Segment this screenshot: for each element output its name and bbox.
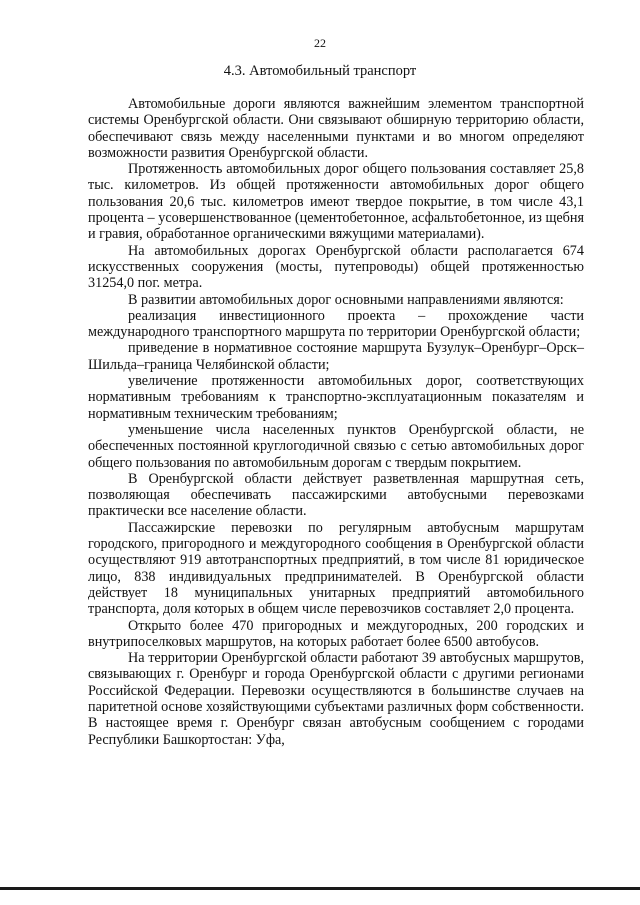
paragraph: Открыто более 470 пригородных и междугородных, 200 городских и внутрипоселковых маршрутов, на которых работает более 6500 автобусов. [88,617,584,650]
list-item: увеличение протяженности автомобильных дорог, соответствующих нормативным требованиям к транспортно-эксплуатационным показателям и нормативным техническим требованиям; [88,373,584,422]
paragraph: Автомобильные дороги являются важнейшим элементом транспортной системы Оренбургской области. Они связывают обширную территорию области, обеспечивают связь между населенными пунктами и во многом определяют возможности развития Оренбургской области. [88,96,584,161]
bottom-rule [0,887,640,890]
paragraph: В Оренбургской области действует разветвленная маршрутная сеть, позволяющая обеспечивать пассажирскими автобусными перевозками практически все население области. [88,470,584,520]
paragraph: На автомобильных дорогах Оренбургской области располагается 674 искусственных сооружения (мосты, путепроводы) общей протяженностью 31254,0 пог. метра. [88,242,584,292]
list-item: уменьшение числа населенных пунктов Оренбургской области, не обеспеченных постоянной круглогодичной связью с сетью автомобильных дорог общего пользования по автомобильным дорогам с твердым покрытием. [88,421,584,471]
section-title: 4.3. Автомобильный транспорт [223,63,417,79]
page-number: 22 [314,36,326,50]
paragraph: На территории Оренбургской области работают 39 автобусных маршрутов, связывающих г. Оренбург и города Оренбургской области с другими регионами Российской Федерации. Перевозки осуществляются в большинстве случаев на паритетной основе хозяйствующими субъектами различных форм собственности. В настоящее время г. Оренбург связан автобусным сообщением с городами Республики Башкортостан: Уфа, [88,650,584,748]
paragraph: Протяженность автомобильных дорог общего пользования составляет 25,8 тыс. километров. Из общей протяженности автомобильных дорог общего пользования 20,6 тыс. километров имеют твердое покрытие, в том числе 43,1 процента – усовершенствованное (цементобетонное, асфальтобетонное, из щебня и гравия, обработанное органическими вяжущими материалами). [88,161,584,243]
paragraph: В развитии автомобильных дорог основными направлениями являются: [128,291,564,308]
list-item: приведение в нормативное состояние маршрута Бузулук–Оренбург–Орск–Шильда–граница Челябинской области; [88,340,584,373]
list-item: реализация инвестиционного проекта – прохождение части международного транспортного маршрута по территории Оренбургской области; [88,307,584,341]
paragraph: Пассажирские перевозки по регулярным автобусным маршрутам городского, пригородного и междугородного сообщения в Оренбургской области осуществляют 919 автотранспортных предприятий, в том числе 81 юридическое лицо, 838 индивидуальных предпринимателей. В Оренбургской области действует 18 муниципальных унитарных предприятий автомобильного транспорта, доля которых в общем числе перевозчиков составляет 2,0 процента. [88,519,584,618]
body-text [88,96,584,748]
